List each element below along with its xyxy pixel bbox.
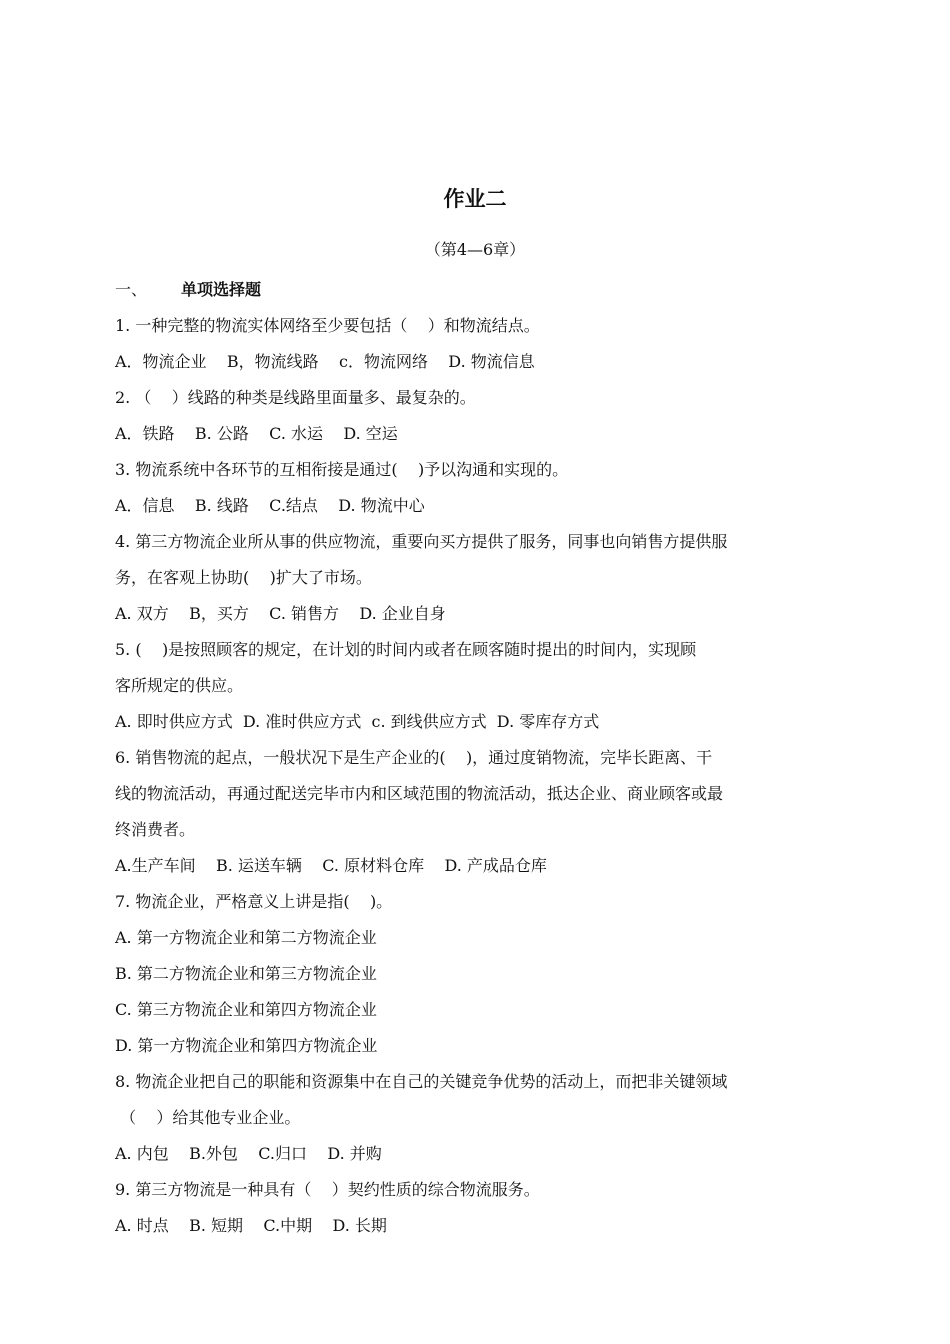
- answer-options-line: A. 即时供应方式 D. 准时供应方式 c. 到线供应方式 D. 零库存方式: [115, 712, 600, 731]
- answer-options-line: C. 第三方物流企业和第四方物流企业: [115, 1000, 377, 1019]
- question-text-line: 9. 第三方物流是一种具有（ ）契约性质的综合物流服务。: [115, 1180, 540, 1199]
- question-text-line: 1. 一种完整的物流实体网络至少要包括（ ）和物流结点。: [115, 316, 540, 335]
- section-heading: [115, 272, 865, 308]
- question-text-line: 7. 物流企业，严格意义上讲是指( )。: [115, 892, 393, 911]
- answer-options-line: B. 第二方物流企业和第三方物流企业: [115, 964, 377, 983]
- question-text-line: 务，在客观上协助( )扩大了市场。: [115, 568, 372, 587]
- answer-options-line: A．物流企业 B，物流线路 c．物流网络 D. 物流信息: [115, 352, 535, 371]
- section-label: 单项选择题: [181, 280, 262, 299]
- question-text-line: 终消费者。: [115, 820, 196, 839]
- question-list: [115, 272, 865, 1244]
- question-text-line: （ ）给其他专业企业。: [115, 1108, 301, 1127]
- answer-options-line: A．铁路 B. 公路 C. 水运 D. 空运: [115, 424, 398, 443]
- answer-options-line: A. 内包 B.外包 C.归口 D. 并购: [115, 1144, 382, 1163]
- answer-options-line: D. 第一方物流企业和第四方物流企业: [115, 1036, 378, 1055]
- document-subtitle: （第4—6章）: [424, 240, 526, 259]
- question-text-line: 客所规定的供应。: [115, 676, 244, 695]
- answer-options-line: A. 双方 B，买方 C. 销售方 D. 企业自身: [115, 604, 446, 623]
- document-title: 作业二: [443, 187, 507, 211]
- question-text-line: 6. 销售物流的起点，一般状况下是生产企业的( )，通过度销物流，完毕长距离、干: [115, 748, 713, 767]
- question-text-line: 线的物流活动，再通过配送完毕市内和区域范围的物流活动，抵达企业、商业顾客或最: [115, 784, 724, 803]
- question-text-line: 3. 物流系统中各环节的互相衔接是通过( )予以沟通和实现的。: [115, 460, 569, 479]
- answer-options-line: A.生产车间 B. 运送车辆 C. 原材料仓库 D. 产成品仓库: [115, 856, 547, 875]
- answer-options-line: A. 时点 B. 短期 C.中期 D. 长期: [115, 1216, 387, 1235]
- section-number: 一、: [115, 280, 148, 299]
- question-text-line: 5. ( )是按照顾客的规定，在计划的时间内或者在顾客随时提出的时间内，实现顾: [115, 640, 697, 659]
- question-text-line: 2. （ ）线路的种类是线路里面量多、最复杂的。: [115, 388, 476, 407]
- question-text-line: 4. 第三方物流企业所从事的供应物流，重要向买方提供了服务，同事也向销售方提供服: [115, 532, 728, 551]
- answer-options-line: A. 第一方物流企业和第二方物流企业: [115, 928, 377, 947]
- answer-options-line: A．信息 B. 线路 C.结点 D. 物流中心: [115, 496, 425, 515]
- question-text-line: 8. 物流企业把自己的职能和资源集中在自己的关键竞争优势的活动上，而把非关键领域: [115, 1072, 728, 1091]
- question-lines: [115, 308, 865, 1244]
